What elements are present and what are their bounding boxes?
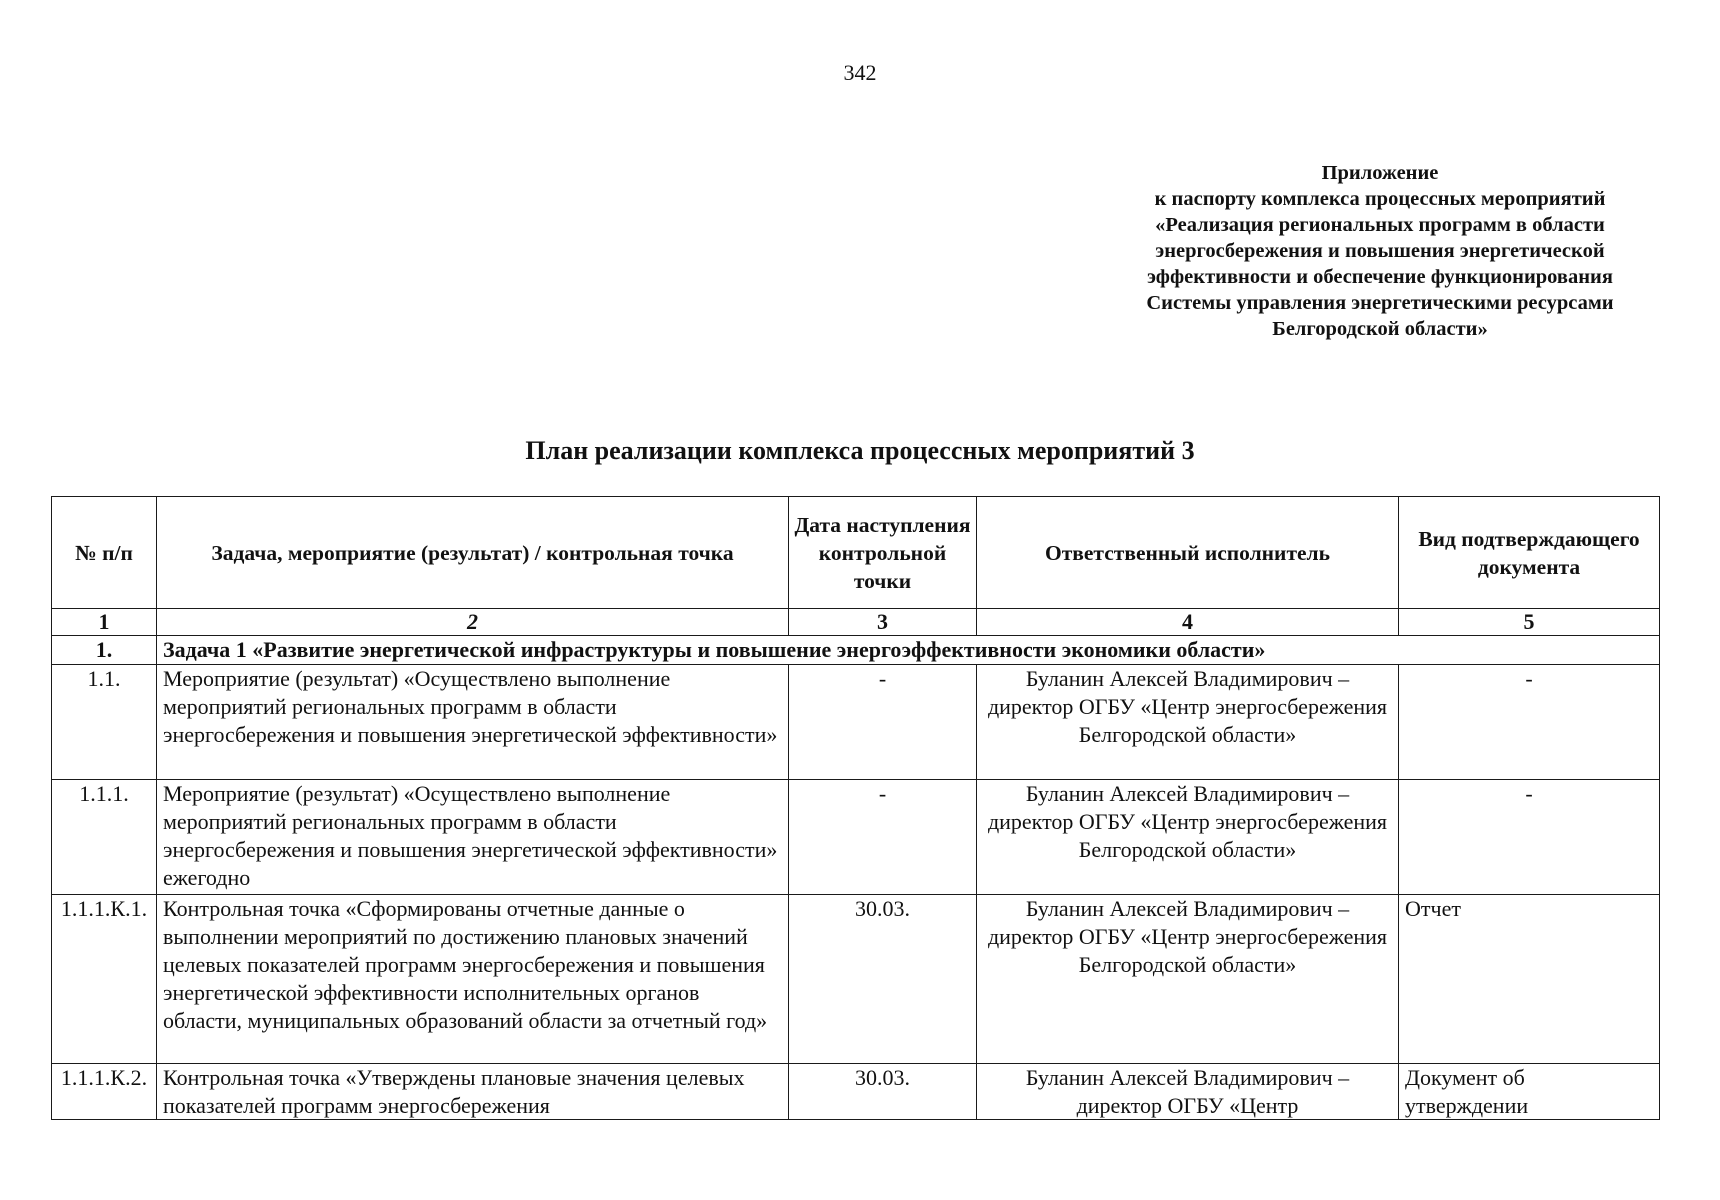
row-responsible: Буланин Алексей Владимирович – директор ОГБУ «Центр энергосбережения Белгородской области» (977, 665, 1399, 780)
column-number: 2 (157, 609, 789, 636)
appendix-line: энергосбережения и повышения энергетической (1155, 240, 1605, 262)
appendix-line: к паспорту комплекса процессных мероприятий (1154, 188, 1606, 210)
task-number: 1. (52, 636, 157, 665)
appendix-line: Приложение (1321, 162, 1439, 184)
header-date: Дата наступления контрольной точки (789, 497, 977, 609)
row-number: 1.1.1. (52, 780, 157, 895)
column-number: 3 (789, 609, 977, 636)
row-document: - (1399, 665, 1660, 780)
row-date: 30.03. (789, 1064, 977, 1120)
page-number: 342 (843, 60, 877, 85)
row-text: Контрольная точка «Утверждены плановые значения целевых показателей программ энергосбережения (163, 1065, 745, 1118)
row-responsible: Буланин Алексей Владимирович – директор ОГБУ «Центр энергосбережения Белгородской области» (977, 895, 1399, 1064)
column-number-row (52, 609, 1660, 636)
row-text: Мероприятие (результат) «Осуществлено выполнение мероприятий региональных программ в области энергосбережения и повышения энергетической эффективности» (157, 665, 789, 780)
row-responsible: Буланин Алексей Владимирович – директор ОГБУ «Центр (1025, 1065, 1350, 1118)
appendix-line: «Реализация региональных программ в области (1155, 214, 1605, 236)
header-number: № п/п (52, 497, 157, 609)
header-row (52, 497, 1660, 609)
row-responsible-cell (977, 1064, 1399, 1120)
row-number: 1.1.1.К.1. (52, 895, 157, 1064)
row-text: Мероприятие (результат) «Осуществлено выполнение мероприятий региональных программ в области энергосбережения и повышения энергетической эффективности» ежегодно (157, 780, 789, 895)
row-text: Контрольная точка «Сформированы отчетные данные о выполнении мероприятий по достижению плановых значений целевых показателей программ энергосбережения и повышения энергетической эффективности исполнительных органов области, муниципальных образований области за отчетный год» (157, 895, 789, 1064)
header-document: Вид подтверждающего документа (1399, 497, 1660, 609)
table-row (52, 1064, 1660, 1120)
column-number: 1 (52, 609, 157, 636)
row-date: - (789, 665, 977, 780)
header-responsible: Ответственный исполнитель (977, 497, 1399, 609)
row-text-cell (157, 1064, 789, 1120)
table-row (52, 895, 1660, 1064)
column-number: 5 (1399, 609, 1660, 636)
row-date: 30.03. (789, 895, 977, 1064)
row-number: 1.1. (52, 665, 157, 780)
appendix-line: Системы управления энергетическими ресурсами (1146, 292, 1614, 314)
row-document: Отчет (1399, 895, 1660, 1064)
task-title: Задача 1 «Развитие энергетической инфраструктуры и повышение энергоэффективности экономики области» (157, 636, 1660, 665)
row-number: 1.1.1.К.2. (52, 1064, 157, 1120)
column-number: 4 (977, 609, 1399, 636)
row-responsible: Буланин Алексей Владимирович – директор ОГБУ «Центр энергосбережения Белгородской области» (977, 780, 1399, 895)
plan-title: План реализации комплекса процессных мероприятий 3 (525, 436, 1195, 465)
appendix-line: эффективности и обеспечение функционирования (1147, 266, 1613, 288)
appendix-line: Белгородской области» (1272, 318, 1488, 340)
row-date: - (789, 780, 977, 895)
header-task: Задача, мероприятие (результат) / контрольная точка (157, 497, 789, 609)
plan-table (51, 496, 1660, 1120)
appendix-block (1120, 160, 1640, 342)
task-row (52, 636, 1660, 665)
table-row (52, 665, 1660, 780)
table-row (52, 780, 1660, 895)
row-document-cell (1399, 1064, 1660, 1120)
row-document: Документ об утверждении (1405, 1065, 1529, 1118)
row-document: - (1399, 780, 1660, 895)
